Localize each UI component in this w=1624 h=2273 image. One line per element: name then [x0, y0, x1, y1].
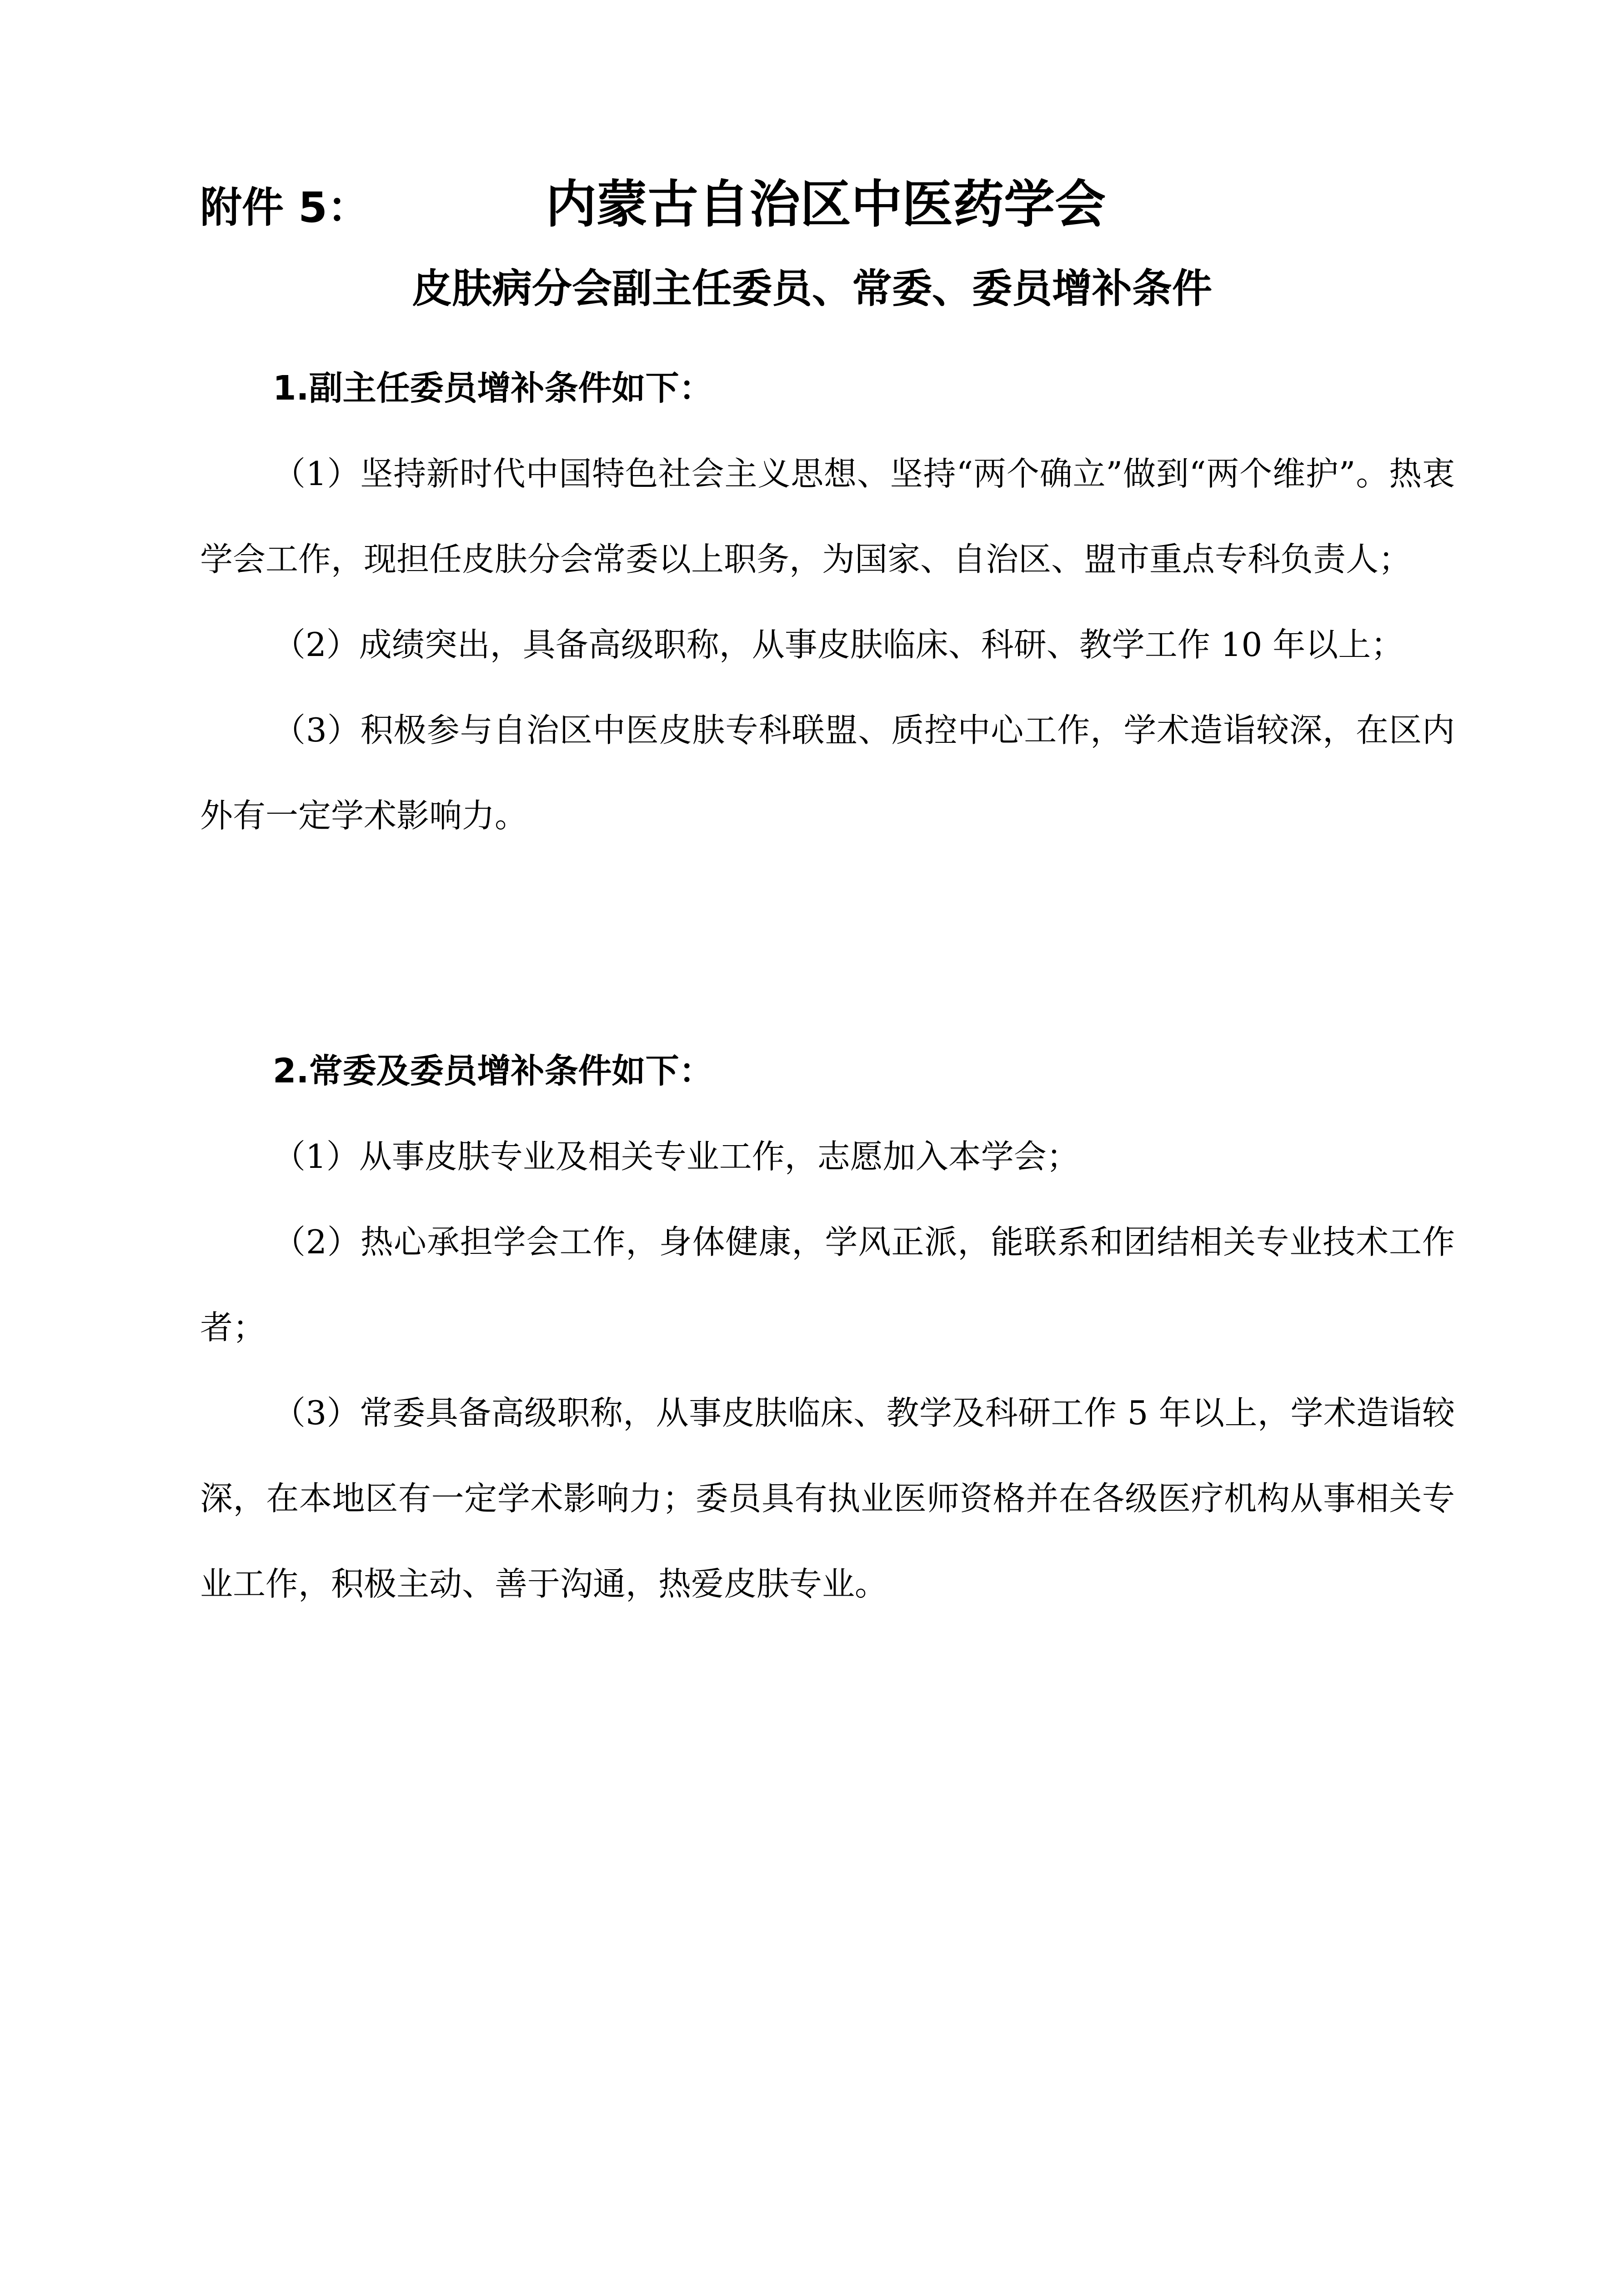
section-1 — [200, 345, 1455, 858]
attachment-label: 附件 5： — [200, 183, 370, 232]
organization-title: 内蒙古自治区中医药学会 — [546, 175, 1106, 234]
section-heading: 2.常委及委员增补条件如下： — [273, 1051, 713, 1091]
condition-item: （3）积极参与自治区中医皮肤专科联盟、质控中心工作，学术造诣较深，在区内外有一定学术影响力。 — [200, 711, 1455, 835]
condition-item: （2）热心承担学会工作，身体健康，学风正派，能联系和团结相关专业技术工作者； — [200, 1223, 1455, 1347]
condition-item: （2）成绩突出，具备高级职称，从事皮肤临床、科研、教学工作 10 年以上； — [273, 626, 1404, 664]
title-row — [200, 168, 1519, 245]
section-heading: 1.副主任委员增补条件如下： — [273, 369, 713, 408]
condition-item: （1）从事皮肤专业及相关专业工作，志愿加入本学会； — [273, 1137, 1079, 1176]
section-2 — [200, 1028, 1455, 1627]
condition-item: （3）常委具备高级职称，从事皮肤临床、教学及科研工作 5 年以上，学术造诣较深，在本地区有一定学术影响力；委员具有执业医师资格并在各级医疗机构从事相关专业工作，积极主动、善于沟通，热爱皮肤专业。 — [200, 1394, 1455, 1603]
condition-item: （1）坚持新时代中国特色社会主义思想、坚持“两个确立”做到“两个维护”。热衷学会工作，现担任皮肤分会常委以上职务，为国家、自治区、盟市重点专科负责人； — [200, 455, 1455, 578]
document-subtitle: 皮肤病分会副主任委员、常委、委员增补条件 — [411, 265, 1212, 312]
